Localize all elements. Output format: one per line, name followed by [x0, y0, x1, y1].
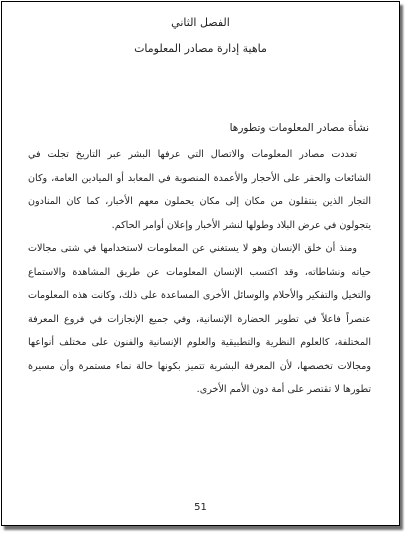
chapter-label: الفصل الثاني: [171, 16, 230, 29]
chapter-title: ماهية إدارة مصادر المعلومات: [134, 42, 267, 55]
page-number: 51: [194, 502, 207, 513]
paragraph: تعددت مصادر المعلومات والاتصال التي عرفها البشر عبر التاريخ تجلت في الشائعات والحفر على الأحجار والأعمدة المنصوبة في المعابد أو الميادين العامة، وكان التجار الذين ينتقلون من مكان إلى مكان يحملون معهم الأخبار، كما كان المنادون يتجولون في عرض البلاد وطولها لنشر الأخبار وإعلان أوامر الحاكم.: [28, 149, 371, 231]
page-frame: [1, 1, 400, 526]
section-heading: نشأة مصادر المعلومات وتطورها: [229, 122, 369, 134]
paragraph: ومنذ أن خلق الإنسان وهو لا يستغني عن المعلومات لاستخدامها في شتى مجالات حياته ونشاطاته، وقد اكتسب الإنسان المعلومات عن طريق المشاهدة والاستماع والتخيل والتفكير والأحلام والوسائل الأخرى المساعدة على ذلك، وكانت هذه المعلومات عنصراً فاعلاً في تطوير الحضارة الإنسانية، وفي جميع الإنجازات في فروع المعرفة المختلفة، كالعلوم النظرية والتطبيقية والعلوم الإنسانية والفنون على مختلف أنواعها ومجالات تخصصها، لأن المعرفة البشرية تتميز بكونها حالة نماء مستمرة وأن مسيرة تطورها لا تقتصر على أمة دون الأمم الأخرى.: [28, 243, 371, 395]
document-page: [2, 2, 399, 525]
